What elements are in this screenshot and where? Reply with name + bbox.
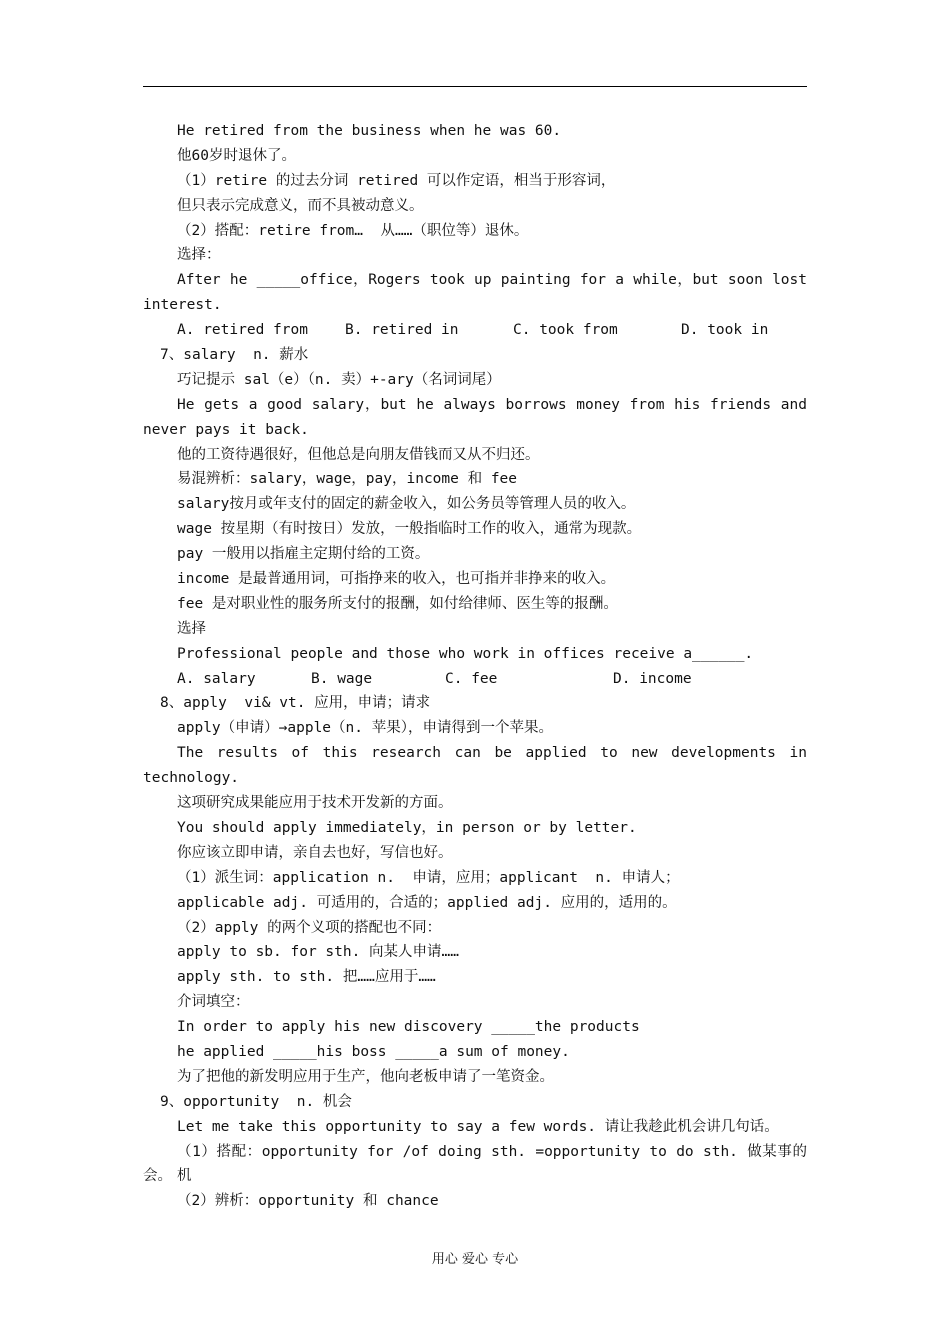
section-heading: 8、apply vi& vt. 应用，申请；请求 [160,695,431,712]
text-line: applicable adj. 可适用的，合适的；applied adj. 应用的，适用的。 [177,894,677,911]
text-line: apply to sb. for sth. 向某人申请…… [177,944,460,961]
text-line: 为了把他的新发明应用于生产，他向老板申请了一笔资金。 [177,1068,554,1085]
text-line: （1）派生词：application n. 申请，应用；applicant n. 申请人； [177,869,680,886]
text-line: 易混辨析：salary，wage，pay，income 和 fee [177,471,518,488]
text-line: 但只表示完成意义，而不具被动意义。 [177,197,424,214]
option-c: C. fee [445,670,498,687]
answer-options [143,667,807,692]
text-line: 他的工资待遇很好，但他总是向朋友借钱而又从不归还。 [177,446,540,463]
page-footer: 用心 爱心 专心 [431,1252,519,1267]
text-line: 选择： [177,247,221,264]
document-body [143,119,807,1214]
text-line: apply sth. to sth. 把……应用于…… [177,969,436,986]
text-line: salary按月或年支付的固定的薪金收入，如公务员等管理人员的收入。 [177,496,636,513]
option-c: C. took from [513,322,618,339]
option-d: D. income [613,670,692,687]
text-line: 选择 [177,620,206,637]
text-line: 这项研究成果能应用于技术开发新的方面。 [177,795,453,812]
header-rule [143,86,807,87]
text-line: The results of this research can be applied to new developments in [177,745,807,762]
text-line: 巧记提示 sal（e）（n. 卖）+-ary（名词词尾） [177,371,501,388]
text-line: fee 是对职业性的服务所支付的报酬，如付给律师、医生等的报酬。 [177,595,618,612]
text-line: 你应该立即申请，亲自去也好，写信也好。 [177,844,453,861]
text-line: （2）apply 的两个义项的搭配也不同： [177,919,442,936]
text-line: 会。 [143,1168,172,1185]
option-b: B. retired in [345,322,459,339]
text-line: In order to apply his new discovery _____the products [177,1019,640,1036]
text-line: 介词填空： [177,994,250,1011]
text-line: he applied _____his boss _____a sum of money. [177,1043,570,1060]
text-line: He retired from the business when he was 60. [177,123,562,139]
option-d: D. took in [681,322,769,339]
text-line: apply（申请）→apple（n. 苹果），申请得到一个苹果。 [177,720,553,737]
text-line: never pays it back. [143,421,309,438]
text-line: income 是最普通用词，可指挣来的收入，也可指并非挣来的收入。 [177,571,616,588]
text-line: （1）搭配：opportunity for /of doing sth. =opportunity to do sth. 做某事的机 [177,1143,807,1185]
text-line: pay 一般用以指雇主定期付给的工资。 [177,546,430,563]
text-line: technology. [143,770,240,787]
text-line: （1）retire 的过去分词 retired 可以作定语，相当于形容词， [177,172,616,189]
text-line: Let me take this opportunity to say a few words. 请让我趁此机会讲几句话。 [177,1118,779,1135]
text-line: （2）搭配：retire from… 从……（职位等）退休。 [177,222,529,239]
text-line: interest. [143,297,222,314]
section-heading: 9、opportunity n. 机会 [160,1093,352,1110]
text-line: wage 按星期（有时按日）发放，一般指临时工作的收入，通常为现款。 [177,521,642,538]
text-line: （2）辨析：opportunity 和 chance [177,1193,439,1210]
option-a: A. salary [177,670,256,687]
option-b: B. wage [311,670,373,687]
answer-options [143,318,807,343]
section-heading: 7、salary n. 薪水 [160,347,309,364]
text-line: 他60岁时退休了。 [177,147,296,164]
text-line: Professional people and those who work in offices receive a______. [177,645,754,662]
text-line: He gets a good salary，but he always borrows money from his friends and [177,396,807,413]
text-line: You should apply immediately，in person or by letter. [177,819,637,836]
text-line: After he _____office，Rogers took up painting for a while，but soon lost [177,272,807,289]
option-a: A. retired from [177,322,308,339]
